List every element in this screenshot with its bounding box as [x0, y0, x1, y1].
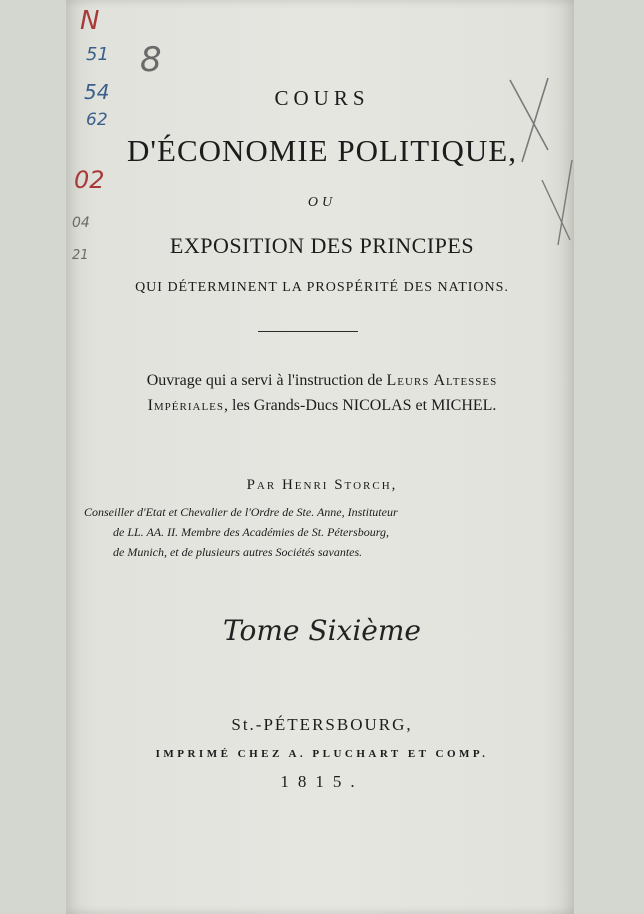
- dedication-smallcaps-2: Impériales: [147, 397, 225, 414]
- author-line: Par Henri Storch,: [246, 477, 398, 493]
- volume-handwritten: Tome Sixième: [223, 614, 421, 647]
- margin-mark-blue-3: 62: [86, 110, 108, 130]
- publication-year: 1815.: [280, 772, 364, 791]
- author-credentials-line-1: Conseiller d'Etat et Chevalier de l'Ordre de Ste. Anne, Instituteur: [84, 505, 398, 519]
- margin-mark-red-mid: 02: [74, 166, 105, 194]
- title-ou: OU: [307, 195, 337, 210]
- title-cours: COURS: [274, 86, 370, 110]
- title-economie-politique: D'ÉCONOMIE POLITIQUE,: [127, 133, 517, 168]
- printer-line: IMPRIMÉ CHEZ A. PLUCHART ET COMP.: [155, 748, 489, 760]
- margin-mark-blue-2: 54: [84, 80, 110, 104]
- dedication-line-2: [0, 397, 644, 415]
- margin-mark-pencil-top: 8: [140, 40, 162, 80]
- margin-mark-red-top: N: [80, 6, 100, 36]
- dedication-text: Ouvrage qui a servi à l'instruction de: [146, 372, 387, 389]
- margin-mark-pencil-2: 21: [72, 248, 89, 263]
- dedication-text-2: , les Grands-Ducs NICOLAS et MICHEL.: [224, 397, 497, 414]
- margin-mark-pencil-1: 04: [72, 215, 90, 231]
- divider-rule: [258, 331, 358, 332]
- author-credentials-line-2: de LL. AA. II. Membre des Académies de St. Pétersbourg,: [113, 525, 389, 539]
- subtitle-prosperite: QUI DÉTERMINENT LA PROSPÉRITÉ DES NATIONS.: [135, 280, 509, 295]
- publication-city: St.-PÉTERSBOURG,: [231, 715, 413, 734]
- margin-mark-blue-1: 51: [86, 44, 109, 65]
- title-exposition: EXPOSITION DES PRINCIPES: [169, 233, 475, 258]
- dedication-line-1: [0, 372, 644, 390]
- author-credentials-line-3: de Munich, et de plusieurs autres Sociétés savantes.: [113, 545, 363, 559]
- dedication-smallcaps: Leurs Altesses: [386, 372, 498, 389]
